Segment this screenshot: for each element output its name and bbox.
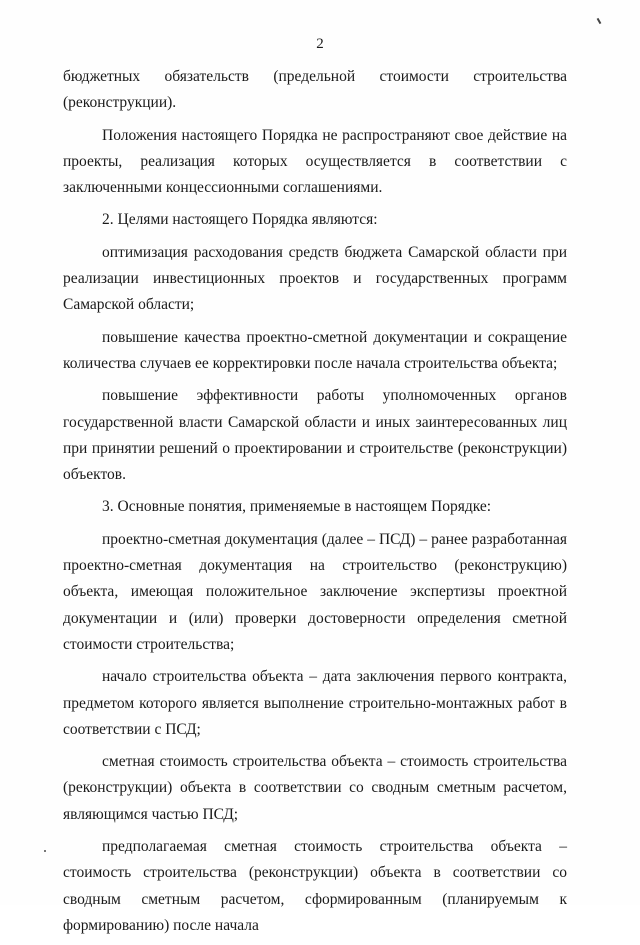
paragraph-9: начало строительства объекта – дата заключения первого контракта, предметом которого является выполнение строительно-монтажных работ в соответствии с ПСД; [63, 668, 567, 738]
paragraph-11: предполагаемая сметная стоимость строительства объекта – стоимость строительства (реконструкции) объекта в соответствии со сводным сметным расчетом, сформированным (планируемым к формированию) после начала [63, 838, 567, 934]
scan-speck [44, 850, 46, 852]
paragraph-1: бюджетных обязательств (предельной стоимости строительства (реконструкции). [63, 68, 567, 112]
scan-speck [597, 18, 602, 24]
page-number: 2 [316, 36, 324, 52]
paragraph-6: повышение эффективности работы уполномоченных органов государственной власти Самарской области и иных заинтересованных лиц при принятии решений о проектировании и строительстве (реконструкции) объектов. [63, 387, 567, 484]
paragraph-7: 3. Основные понятия, применяемые в настоящем Порядке: [102, 498, 492, 516]
paragraph-5: повышение качества проектно-сметной документации и сокращение количества случаев ее корректировки после начала строительства объекта; [63, 328, 567, 372]
paragraph-8: проектно-сметная документация (далее – ПСД) – ранее разработанная проектно-сметная документация на строительство (реконструкцию) объекта, имеющая положительное заключение экспертизы проектной документации и (или) проверки достоверности определения сметной стоимости строительства; [63, 530, 567, 653]
paragraph-2: Положения настоящего Порядка не распространяют свое действие на проекты, реализация которых осуществляется в соответствии с заключенными концессионными соглашениями. [63, 126, 567, 197]
paragraph-4: оптимизация расходования средств бюджета Самарской области при реализации инвестиционных проектов и государственных программ Самарской области; [63, 243, 567, 314]
paragraph-3: 2. Целями настоящего Порядка являются: [102, 211, 378, 229]
paragraph-10: сметная стоимость строительства объекта – стоимость строительства (реконструкции) объекта в соответствии со сводным сметным расчетом, являющимся частью ПСД; [63, 753, 567, 823]
document-body [63, 64, 567, 945]
